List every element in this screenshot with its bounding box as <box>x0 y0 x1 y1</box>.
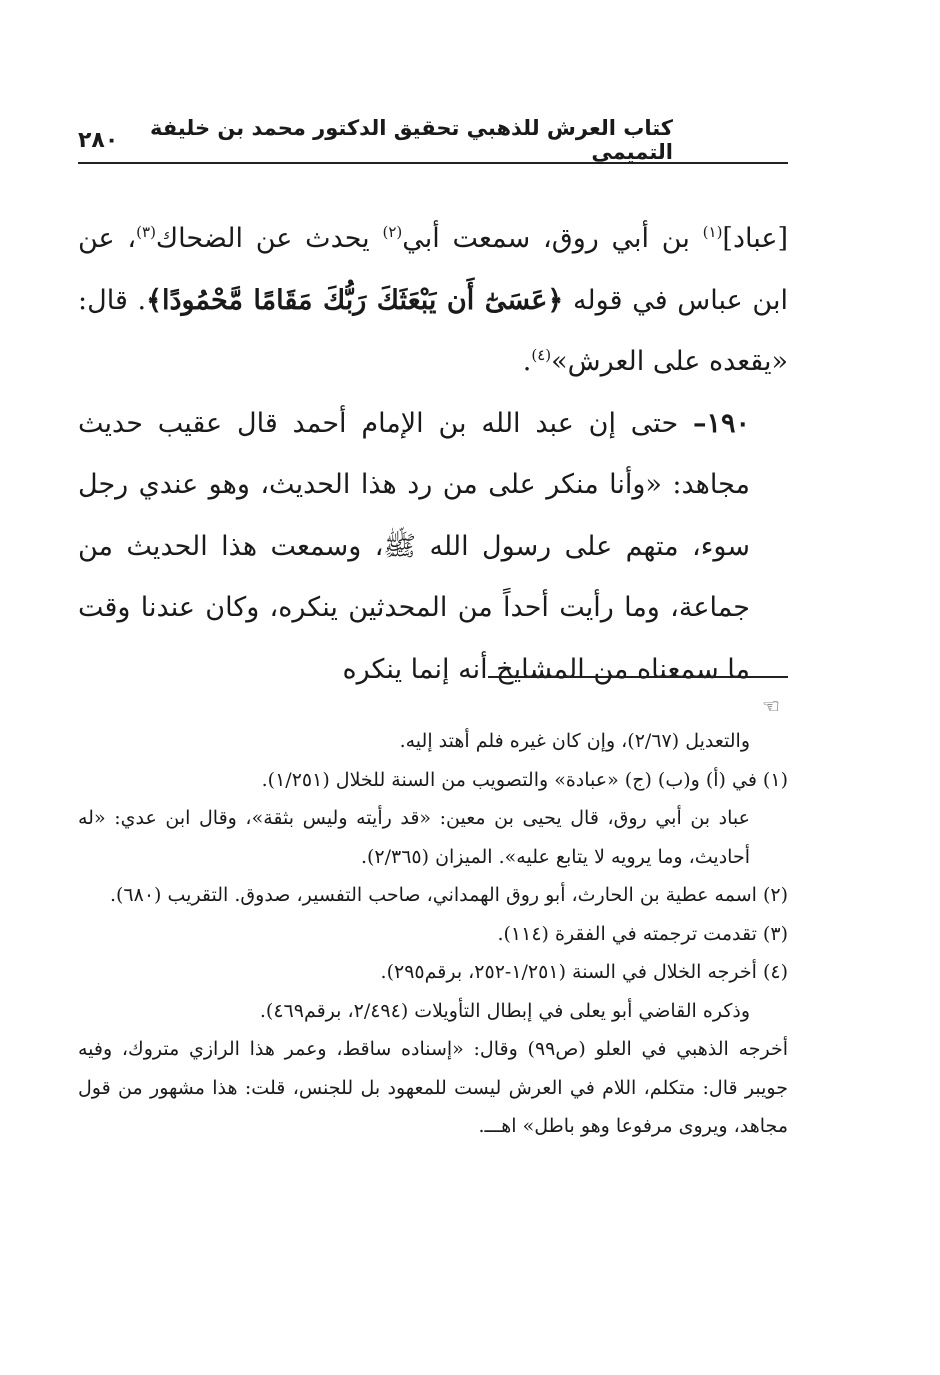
paragraph-1 <box>78 208 788 393</box>
footnote-4-comment: أخرجه الذهبي في العلو (ص٩٩) وقال: «إسناده ساقط، وعمر هذا الرازي متروك، وفيه جويبر قال: متكلم، اللام في العرش ليست للمعهود بل للجنس، قلت: هذا مشهور من قول مجاهد، ويروى مرفوعا وهو باطل» اهـــ. <box>78 1038 789 1137</box>
footnote-ref: (٢) <box>382 223 403 241</box>
footnote-1: (١) في (أ) و(ب) (ج) «عبادة» والتصويب من السنة للخلال (١/٢٥١). <box>261 768 788 791</box>
continuation-icon: ☜ <box>762 694 780 718</box>
footnote-ref: (٤) <box>531 346 552 364</box>
quran-verse: ﴿عَسَىٰٓ أَن يَبْعَثَكَ رَبُّكَ مَقَامًا مَّحْمُودًا﴾ <box>146 284 564 316</box>
footnote-2: (٢) اسمه عطية بن الحارث، أبو روق الهمداني، صاحب التفسير، صدوق. التقريب (٦٨٠). <box>109 884 788 906</box>
footnote-continuation: والتعديل (٢/٦٧)، وإن كان غيره فلم أهتد إليه. <box>399 730 750 752</box>
text-segment: يحدث عن الضحاك <box>155 223 383 254</box>
footnote-4: (٤) أخرجه الخلال في السنة (١/٢٥١-٢٥٢، برقم٢٩٥). <box>380 961 788 983</box>
text-segment: [عباد] <box>722 223 788 254</box>
paragraph-number: ١٩٠– <box>692 407 750 439</box>
footnote-1-detail: عباد بن أبي روق، قال يحيى بن معين: «قد رأيته وليس بثقة»، وقال ابن عدي: «له أحاديث، وما يرويه لا يتابع عليه». الميزان (٢/٣٦٥). <box>78 807 750 868</box>
running-title: كتاب العرش للذهبي تحقيق الدكتور محمد بن خليفة التميمي <box>149 116 673 164</box>
text-segment: . <box>522 346 532 377</box>
paragraph-190 <box>78 393 788 701</box>
footnote-ref: (٣) <box>136 223 156 241</box>
text-segment: . قال: «يقعده على العرش» <box>78 284 788 377</box>
footnote-4-detail: وذكره القاضي أبو يعلى في إبطال التأويلات (٢/٤٩٤، برقم٤٦٩). <box>259 999 750 1022</box>
text-segment: ، عن ابن عباس في قوله <box>78 223 788 316</box>
page-header <box>78 118 788 164</box>
footnote-3: (٣) تقدمت ترجمته في الفقرة (١١٤). <box>497 922 788 945</box>
page-number: ٢٨٠ <box>78 127 119 153</box>
paragraph-text: حتى إن عبد الله بن الإمام أحمد قال عقيب حديث مجاهد: «وأنا منكر على من رد هذا الحديث، وهو عندي رجل سوء، متهم على رسول الله ﷺ، وسمعت هذا الحديث من جماعة، وما رأيت أحداً من المحدثين ينكره، وكان عندنا وقت ما سمعناه من المشايخ أنه إنما ينكره <box>78 407 750 685</box>
text-segment: بن أبي روق، سمعت أبي <box>402 223 703 254</box>
footnote-separator <box>488 676 788 678</box>
footnotes <box>78 722 788 1146</box>
footnote-ref: (١) <box>702 223 723 241</box>
main-text <box>78 208 788 700</box>
